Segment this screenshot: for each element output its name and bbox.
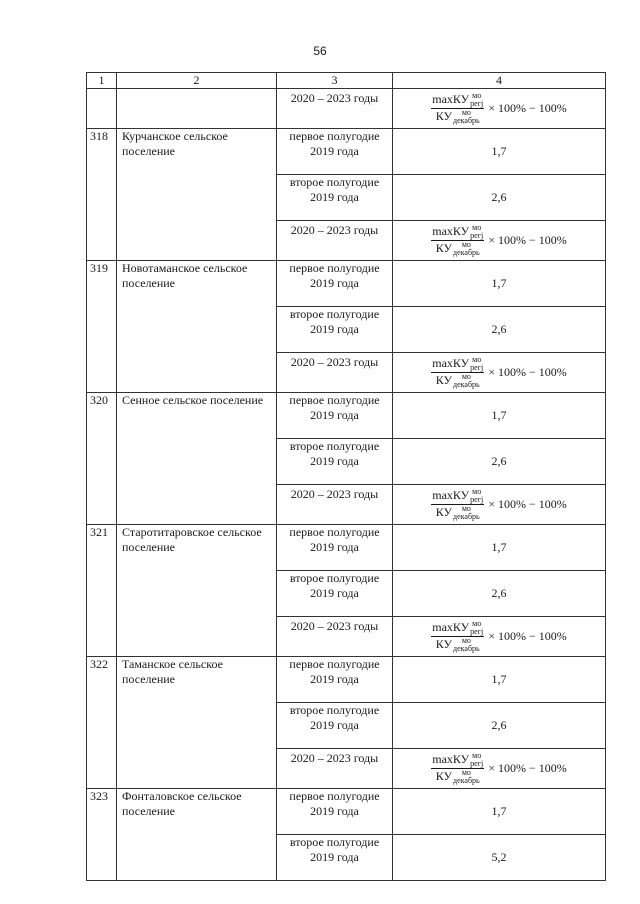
municipality-name-cell bbox=[117, 89, 277, 129]
formula-cell bbox=[393, 221, 606, 261]
numerator-subscript: регj bbox=[470, 363, 484, 372]
numerator-superscript: мо bbox=[472, 91, 482, 100]
denominator-subscript: декабрь bbox=[453, 512, 480, 522]
denominator-scripts bbox=[453, 637, 480, 653]
numerator-symbol: maxКУ bbox=[432, 223, 470, 238]
formula-denominator bbox=[436, 505, 480, 521]
formula-cell bbox=[393, 485, 606, 525]
period-cell: 2020 – 2023 годы bbox=[277, 221, 393, 261]
numerator-symbol: maxКУ bbox=[432, 751, 470, 766]
row-number-cell: 323 bbox=[87, 789, 117, 881]
value-cell: 2,6 bbox=[393, 439, 606, 485]
period-cell: второе полугодие 2019 года bbox=[277, 835, 393, 881]
denominator-symbol: КУ bbox=[435, 637, 453, 651]
denominator-subscript: декабрь bbox=[453, 248, 480, 258]
numerator-symbol: maxКУ bbox=[432, 619, 470, 634]
denominator-superscript: мо bbox=[461, 636, 471, 646]
row-number-cell: 320 bbox=[87, 393, 117, 525]
period-cell: первое полугодие 2019 года bbox=[277, 525, 393, 571]
denominator-subscript: декабрь bbox=[453, 380, 480, 390]
period-cell: второе полугодие 2019 года bbox=[277, 307, 393, 353]
numerator-subscript: регj bbox=[470, 231, 484, 240]
table-header-row bbox=[87, 73, 606, 89]
formula-fraction bbox=[431, 488, 484, 522]
denominator-superscript: мо bbox=[461, 108, 471, 118]
numerator-subscript: регj bbox=[470, 495, 484, 504]
formula-denominator bbox=[436, 373, 480, 389]
value-cell: 1,7 bbox=[393, 789, 606, 835]
column-header-4: 4 bbox=[393, 73, 606, 89]
municipality-name-cell: Старотитаровское сельское поселение bbox=[117, 525, 277, 657]
period-cell: 2020 – 2023 годы bbox=[277, 353, 393, 393]
row-number-cell: 322 bbox=[87, 657, 117, 789]
denominator-symbol: КУ bbox=[435, 769, 453, 783]
denominator-scripts bbox=[453, 241, 480, 257]
value-cell: 5,2 bbox=[393, 835, 606, 881]
numerator-subscript: регj bbox=[470, 627, 484, 636]
formula-numerator bbox=[431, 488, 484, 505]
growth-formula bbox=[431, 620, 567, 654]
numerator-subscript: регj bbox=[470, 759, 484, 768]
denominator-scripts bbox=[453, 505, 480, 521]
formula-cell bbox=[393, 617, 606, 657]
formula-denominator bbox=[436, 769, 480, 785]
value-cell: 1,7 bbox=[393, 129, 606, 175]
denominator-superscript: мо bbox=[461, 372, 471, 382]
value-cell: 1,7 bbox=[393, 657, 606, 703]
row-number-cell: 319 bbox=[87, 261, 117, 393]
formula-fraction bbox=[431, 224, 484, 258]
municipality-name-cell: Новотаманское сельское поселение bbox=[117, 261, 277, 393]
formula-fraction bbox=[431, 356, 484, 390]
value-cell: 1,7 bbox=[393, 261, 606, 307]
period-cell: второе полугодие 2019 года bbox=[277, 439, 393, 485]
formula-tail: × 100% − 100% bbox=[488, 629, 567, 643]
formula-denominator bbox=[436, 637, 480, 653]
page-number: 56 bbox=[313, 44, 327, 58]
numerator-symbol: maxКУ bbox=[432, 91, 470, 106]
period-cell: 2020 – 2023 годы bbox=[277, 485, 393, 525]
formula-tail: × 100% − 100% bbox=[488, 365, 567, 379]
formula-tail: × 100% − 100% bbox=[488, 101, 567, 115]
denominator-superscript: мо bbox=[461, 504, 471, 514]
value-cell: 1,7 bbox=[393, 525, 606, 571]
period-cell: 2020 – 2023 годы bbox=[277, 617, 393, 657]
denominator-symbol: КУ bbox=[435, 373, 453, 387]
column-header-2: 2 bbox=[117, 73, 277, 89]
column-header-1: 1 bbox=[87, 73, 117, 89]
column-header-3: 3 bbox=[277, 73, 393, 89]
table-row bbox=[87, 393, 606, 439]
formula-fraction bbox=[431, 92, 484, 126]
municipality-name-cell: Курчанское сельское поселение bbox=[117, 129, 277, 261]
numerator-superscript: мо bbox=[472, 355, 482, 364]
numerator-symbol: maxКУ bbox=[432, 487, 470, 502]
denominator-symbol: КУ bbox=[435, 241, 453, 255]
denominator-subscript: декабрь bbox=[453, 776, 480, 786]
formula-fraction bbox=[431, 752, 484, 786]
formula-cell bbox=[393, 749, 606, 789]
denominator-subscript: декабрь bbox=[453, 116, 480, 126]
formula-numerator bbox=[431, 620, 484, 637]
formula-cell bbox=[393, 89, 606, 129]
numerator-scripts bbox=[470, 752, 483, 768]
row-number-cell: 321 bbox=[87, 525, 117, 657]
value-cell: 2,6 bbox=[393, 307, 606, 353]
denominator-symbol: КУ bbox=[435, 505, 453, 519]
period-cell: первое полугодие 2019 года bbox=[277, 657, 393, 703]
numerator-scripts bbox=[470, 356, 483, 372]
table-row bbox=[87, 525, 606, 571]
growth-formula bbox=[431, 356, 567, 390]
formula-fraction bbox=[431, 620, 484, 654]
formula-numerator bbox=[431, 92, 484, 109]
table-row-continued bbox=[87, 89, 606, 129]
numerator-superscript: мо bbox=[472, 223, 482, 232]
growth-formula bbox=[431, 752, 567, 786]
value-cell: 2,6 bbox=[393, 571, 606, 617]
period-cell: первое полугодие 2019 года bbox=[277, 789, 393, 835]
formula-tail: × 100% − 100% bbox=[488, 761, 567, 775]
denominator-scripts bbox=[453, 373, 480, 389]
formula-tail: × 100% − 100% bbox=[488, 233, 567, 247]
growth-formula bbox=[431, 224, 567, 258]
value-cell: 2,6 bbox=[393, 175, 606, 221]
municipality-name-cell: Сенное сельское поселение bbox=[117, 393, 277, 525]
growth-formula bbox=[431, 92, 567, 126]
denominator-superscript: мо bbox=[461, 240, 471, 250]
numerator-scripts bbox=[470, 488, 483, 504]
numerator-superscript: мо bbox=[472, 619, 482, 628]
formula-numerator bbox=[431, 356, 484, 373]
period-cell: первое полугодие 2019 года bbox=[277, 261, 393, 307]
formula-denominator bbox=[436, 109, 480, 125]
period-cell: первое полугодие 2019 года bbox=[277, 393, 393, 439]
numerator-scripts bbox=[470, 224, 483, 240]
denominator-subscript: декабрь bbox=[453, 644, 480, 654]
period-cell: первое полугодие 2019 года bbox=[277, 129, 393, 175]
growth-formula bbox=[431, 488, 567, 522]
denominator-superscript: мо bbox=[461, 768, 471, 778]
denominator-scripts bbox=[453, 769, 480, 785]
numerator-superscript: мо bbox=[472, 487, 482, 496]
row-number-cell bbox=[87, 89, 117, 129]
table-row bbox=[87, 657, 606, 703]
numerator-scripts bbox=[470, 92, 483, 108]
value-cell: 2,6 bbox=[393, 703, 606, 749]
formula-numerator bbox=[431, 752, 484, 769]
municipality-name-cell: Фонталовское сельское поселение bbox=[117, 789, 277, 881]
period-cell: второе полугодие 2019 года bbox=[277, 175, 393, 221]
table-row bbox=[87, 129, 606, 175]
tariff-table bbox=[86, 72, 606, 881]
numerator-symbol: maxКУ bbox=[432, 355, 470, 370]
numerator-subscript: регj bbox=[470, 99, 484, 108]
municipality-name-cell: Таманское сельское поселение bbox=[117, 657, 277, 789]
denominator-symbol: КУ bbox=[435, 109, 453, 123]
formula-numerator bbox=[431, 224, 484, 241]
period-cell: второе полугодие 2019 года bbox=[277, 703, 393, 749]
denominator-scripts bbox=[453, 109, 480, 125]
row-number-cell: 318 bbox=[87, 129, 117, 261]
value-cell: 1,7 bbox=[393, 393, 606, 439]
formula-cell bbox=[393, 353, 606, 393]
numerator-superscript: мо bbox=[472, 751, 482, 760]
table-row bbox=[87, 261, 606, 307]
period-cell: второе полугодие 2019 года bbox=[277, 571, 393, 617]
period-cell: 2020 – 2023 годы bbox=[277, 749, 393, 789]
formula-tail: × 100% − 100% bbox=[488, 497, 567, 511]
table-row bbox=[87, 789, 606, 835]
numerator-scripts bbox=[470, 620, 483, 636]
period-cell: 2020 – 2023 годы bbox=[277, 89, 393, 129]
formula-denominator bbox=[436, 241, 480, 257]
